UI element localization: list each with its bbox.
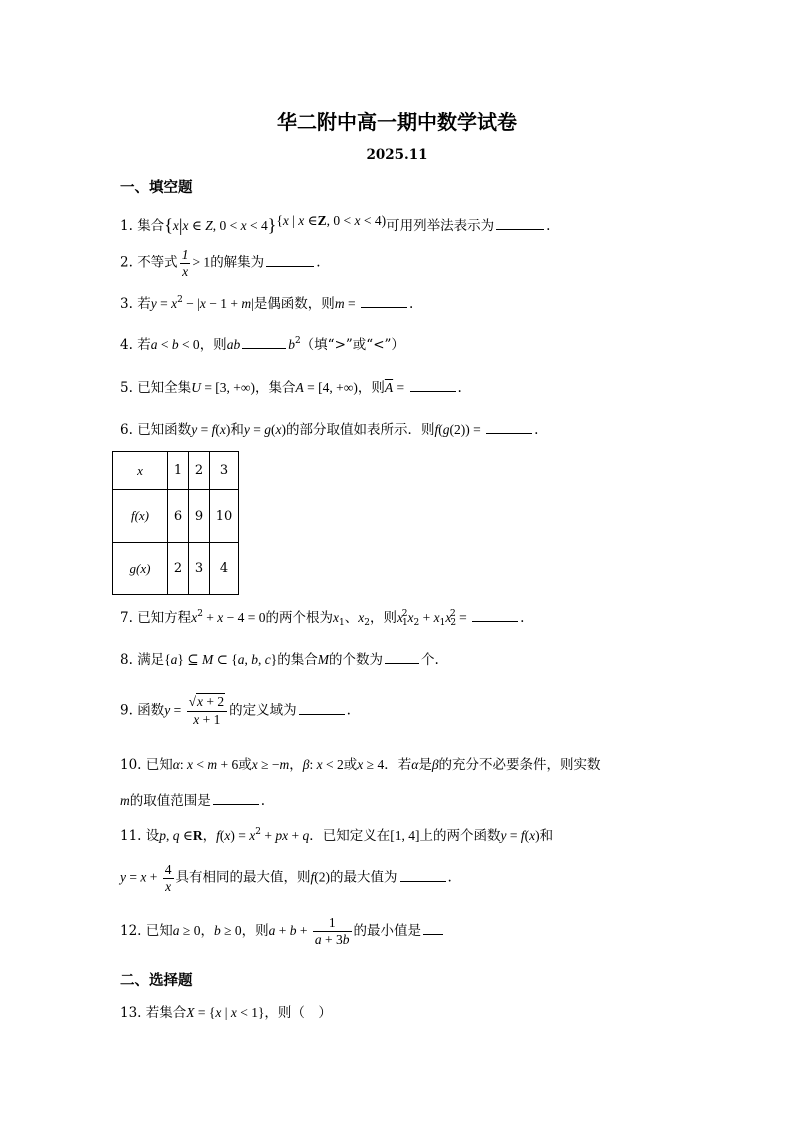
question-5: 5. 已知全集U = [3, +∞)，集合A = [4, +∞)，则$\overline{A}$ = . <box>120 380 462 396</box>
question-6: 6. 已知函数y = f(x)和y = g(x)的部分取值如表所示．则f(g(2)) = . <box>120 422 539 438</box>
answer-blank <box>496 228 544 230</box>
question-7: 7. 已知方程$x^2 + x - 4 = 0$的两个根为$x_1$、$x_2$，则$x_1^2x_2 + x_1x_2^2$ = . <box>120 609 525 628</box>
question-3: 3. 若$y = x^2 - |x - 1 + m|$是偶函数，则m = . <box>120 295 414 312</box>
section-choice-heading: 二、选择题 <box>120 973 193 989</box>
question-11-line-2: y = x + $\frac{4}{x}$ 具有相同的最大值，则f(2)的最大值为 . <box>120 862 452 894</box>
answer-blank <box>410 390 456 392</box>
question-2: 2. 不等式 $\frac{1}{x}$ > 1的解集为 . <box>120 247 321 279</box>
table-row: f(x) 6 9 10 <box>113 490 239 543</box>
exam-date: 2025.11 <box>366 147 428 163</box>
question-9: 9. 函数y = $\frac{√x + 2}{x + 1}$ 的定义域为 . <box>120 694 351 727</box>
answer-blank <box>242 347 286 349</box>
table-row: g(x) 2 3 4 <box>113 543 239 595</box>
answer-blank <box>266 265 314 267</box>
exam-title: 华二附中高一期中数学试卷 <box>277 110 517 134</box>
answer-blank <box>423 933 443 935</box>
answer-blank <box>385 662 419 664</box>
function-value-table <box>112 451 239 595</box>
answer-blank <box>361 306 407 308</box>
question-8: 8. 满足{a} ⊆ M ⊂ {a, b, c}的集合M的个数为 个. <box>120 652 439 668</box>
table-row: x 1 2 3 <box>113 452 239 490</box>
question-13: 13. 若集合X = {x | x < 1}，则（ ） <box>120 1005 332 1021</box>
answer-blank <box>299 713 345 715</box>
answer-blank <box>400 880 446 882</box>
question-1: 1. 集合{x|x ∈ Z, 0 < x < 4}{x | x ∈Z, 0 < x < 4)可用列举法表示为 . <box>120 213 551 235</box>
answer-blank <box>486 432 532 434</box>
question-10-line-2: m的取值范围是 . <box>120 793 266 809</box>
section-fill-in-heading: 一、填空题 <box>120 180 193 196</box>
answer-blank <box>472 620 518 622</box>
question-4: 4. 若a < b < 0，则ab $b^2$（填“>”或“<”） <box>120 336 405 353</box>
question-11: 11. 设p, q ∈R，$f(x) = x^2$ + px + q．已知定义在[1, 4]上的两个函数y = f(x)和 <box>120 827 554 844</box>
question-12: 12. 已知a ≥ 0，b ≥ 0，则a + b + $\frac{1}{a + 3b}$ 的最小值是 <box>120 915 445 948</box>
question-10: 10. 已知α: x < m + 6或x ≥ −m，β: x < 2或x ≥ 4．若α是β的充分不必要条件，则实数 <box>120 757 601 773</box>
answer-blank <box>213 803 259 805</box>
